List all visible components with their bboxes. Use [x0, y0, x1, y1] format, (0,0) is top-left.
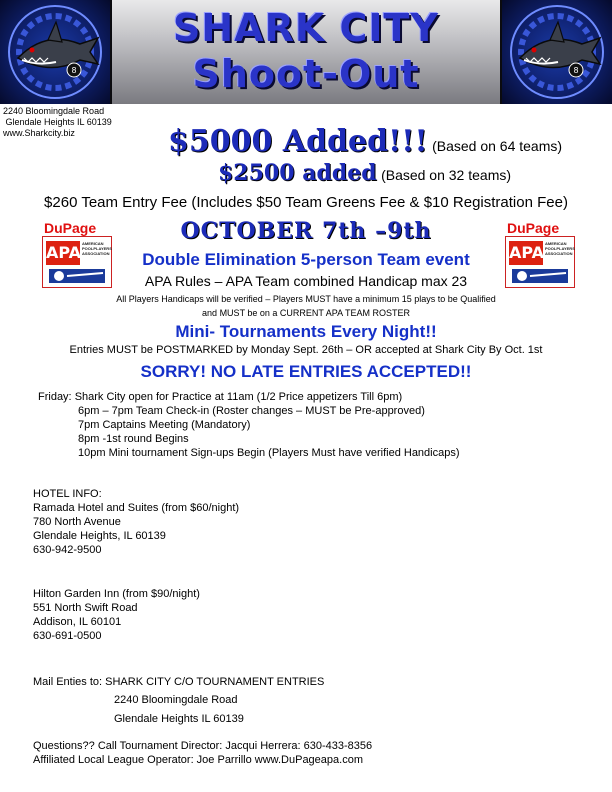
- apa-letters: APA: [509, 241, 543, 265]
- prize-2500-row: [218, 160, 511, 186]
- prize-2500-note: (Based on 32 teams): [381, 167, 512, 183]
- schedule: [38, 390, 402, 404]
- apa-letters: APA: [46, 241, 80, 265]
- hotel-info: [33, 487, 239, 557]
- handicap-note-1: All Players Handicaps will be verified – Players MUST have a minimum 15 plays to be Qualified: [116, 294, 496, 304]
- schedule-item: 6pm – 7pm Team Check-in (Roster changes – MUST be Pre-approved): [78, 405, 425, 417]
- mail-city: Glendale Heights IL 60139: [114, 713, 244, 725]
- hotel-2-phone: 630-691-0500: [33, 630, 102, 642]
- schedule-day: Friday:: [38, 391, 72, 403]
- apa-subtitle: AMERICAN POOLPLAYERS ASSOCIATION: [82, 241, 112, 256]
- title-line-2: Shoot-Out: [192, 52, 420, 96]
- shark-logo-right-icon: [502, 0, 612, 104]
- rules: APA Rules – APA Team combined Handicap max 23: [144, 273, 468, 289]
- event-format: Double Elimination 5-person Team event: [142, 250, 470, 269]
- schedule-item: Shark City open for Practice at 11am (1/2 Price appetizers Till 6pm): [74, 391, 403, 403]
- mail-label: Mail Enties to: SHARK CITY C/O TOURNAMENT ENTRIES: [33, 676, 325, 688]
- hotel-2-line: Addison, IL 60101: [33, 616, 122, 628]
- svg-text:8: 8: [573, 66, 579, 75]
- title-line-1: SHARK CITY: [173, 6, 439, 50]
- apa-subtitle: AMERICAN POOLPLAYERS ASSOCIATION: [545, 241, 575, 256]
- prize-5000-row: [168, 124, 562, 159]
- prize-5000-note: (Based on 64 teams): [432, 138, 563, 154]
- shark-logo-left-icon: [0, 0, 110, 104]
- address-city: Glendale Heights IL 60139: [3, 117, 112, 127]
- no-late-entries: SORRY! NO LATE ENTRIES ACCEPTED!!: [140, 362, 472, 381]
- entry-fee: $260 Team Entry Fee (Includes $50 Team Greens Fee & $10 Registration Fee): [44, 194, 568, 211]
- hotel-2-line: 551 North Swift Road: [33, 602, 138, 614]
- svg-text:8: 8: [71, 66, 77, 75]
- handicap-note-2: and MUST be on a CURRENT APA TEAM ROSTER: [202, 308, 410, 318]
- website-link[interactable]: www.Sharkcity.biz: [3, 128, 75, 138]
- questions-contact: Questions?? Call Tournament Director: Jacqui Herrera: 630-433-8356: [33, 740, 373, 752]
- address-block: [3, 106, 112, 139]
- hotel-1-line: Glendale Heights, IL 60139: [33, 530, 166, 542]
- dupage-label-right: DuPage: [507, 220, 560, 236]
- mail-street: 2240 Bloomingdale Road: [114, 694, 238, 706]
- postmark-note: Entries MUST be POSTMARKED by Monday Sept. 26th – OR accepted at Shark City By Oct. 1st: [69, 344, 543, 356]
- hotel-2-line: Hilton Garden Inn (from $90/night): [33, 588, 200, 600]
- hotel-heading: HOTEL INFO:: [33, 488, 102, 500]
- event-dates: OCTOBER 7th –9th: [180, 218, 432, 244]
- prize-5000: $5000 Added!!!: [168, 124, 428, 159]
- schedule-item: 10pm Mini tournament Sign-ups Begin (Players Must have verified Handicaps): [78, 447, 460, 459]
- schedule-item: 7pm Captains Meeting (Mandatory): [78, 419, 251, 431]
- hotel-2: [33, 587, 200, 643]
- hotel-1-phone: 630-942-9500: [33, 544, 102, 556]
- hotel-1-line: Ramada Hotel and Suites (from $60/night): [33, 502, 240, 514]
- league-operator: Affiliated Local League Operator: Joe Parrillo www.DuPageapa.com: [33, 754, 363, 766]
- mini-tournaments: Mini- Tournaments Every Night!!: [175, 322, 437, 341]
- hotel-1-line: 780 North Avenue: [33, 516, 121, 528]
- prize-2500: $2500 added: [218, 160, 377, 186]
- address-street: 2240 Bloomingdale Road: [3, 106, 105, 116]
- schedule-item: 8pm -1st round Begins: [78, 433, 189, 445]
- dupage-label-left: DuPage: [44, 220, 97, 236]
